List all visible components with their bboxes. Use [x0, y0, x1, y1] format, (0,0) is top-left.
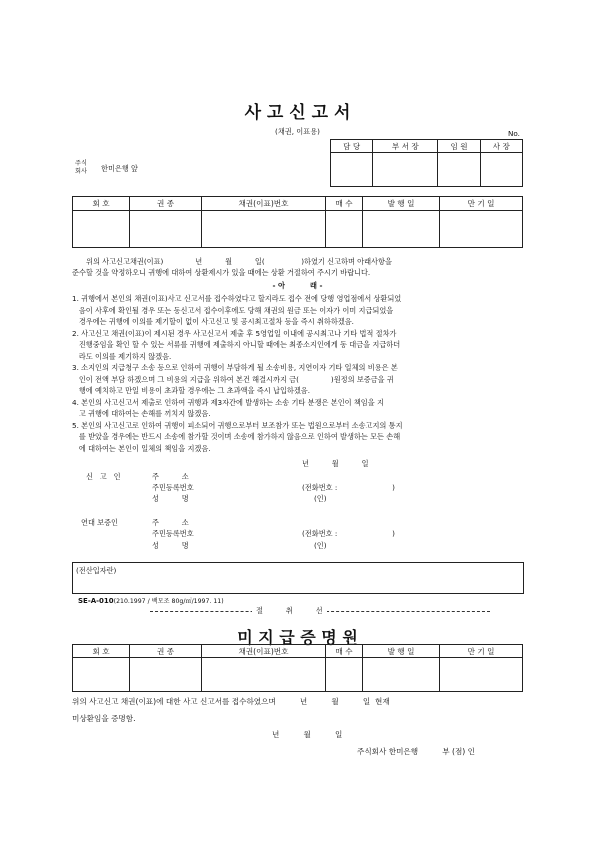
addressee-name: 한미은행 앞	[101, 164, 139, 173]
certificate-table-header: 매 수	[326, 645, 363, 658]
computer-input-label: (전산입자란)	[76, 566, 117, 575]
bond-cell[interactable]	[202, 211, 326, 248]
certificate-table-header: 회 호	[73, 645, 130, 658]
approval-header: 부 서 장	[373, 140, 438, 153]
intro-line-1: 위의 사고신고채권(이표) 년 월 일( )하였기 신고하며 아래사항을	[86, 257, 392, 266]
document-title: 사 고 신 고 서	[244, 103, 351, 123]
certificate-text-1: 위의 사고신고 채권(이표)에 대한 사고 신고서를 접수하였으며 년 월 일 현재	[72, 697, 390, 706]
certificate-cell[interactable]	[440, 658, 523, 692]
reporter-label: 신 고 인	[86, 472, 121, 481]
certificate-cell[interactable]	[202, 658, 326, 692]
form-number-label: No.	[508, 129, 520, 138]
bond-table-header: 채권(이표)번호	[202, 197, 326, 211]
reporter-seal: (인)	[314, 494, 327, 503]
bond-cell[interactable]	[326, 211, 363, 248]
approval-header: 임 원	[438, 140, 480, 153]
terms-list	[72, 293, 527, 454]
bond-table-header: 매 수	[326, 197, 363, 211]
certificate-cell[interactable]	[326, 658, 363, 692]
form-code	[78, 596, 224, 605]
term-line: 1. 귀행에서 본인의 채권(이표)사고 신고서를 접수하였다고 할지라도 접수 전에 당행 영업점에서 상환되었	[72, 294, 402, 303]
document-subtitle: (채권, 이표용)	[275, 127, 320, 136]
form-code-bold: SE-A-010	[78, 597, 114, 605]
term-line: 5. 본인의 사고신고로 인하여 귀행이 피소되어 귀행으로부터 보조참가 또는 법원으로부터 소송고지의 통지	[72, 420, 403, 430]
bond-table-header: 발 행 일	[363, 197, 440, 211]
bond-cell[interactable]	[440, 211, 523, 248]
report-date: 년 월 일	[302, 459, 369, 468]
certificate-table-header: 만 기 일	[440, 645, 523, 658]
certificate-issuer: 주식회사 한미은행 부 (점) 인	[357, 747, 475, 756]
guarantor-phone: (전화번호 : )	[302, 529, 395, 538]
reporter-id-label: 주민등록번호	[152, 483, 194, 492]
term-line: 4. 본인의 사고신고서 제출로 인하여 귀행과 제3자간에 발생하는 소송 기타 분쟁은 본인이 책임을 지	[72, 397, 384, 407]
certificate-table-header: 권 종	[130, 645, 202, 658]
bond-table-header: 권 종	[130, 197, 202, 211]
guarantor-id-label: 주민등록번호	[152, 529, 194, 538]
term-line: 고 귀행에 대하여는 손해를 끼치지 않겠음.	[72, 409, 211, 418]
approval-stamp-cell[interactable]	[331, 153, 373, 187]
bond-cell[interactable]	[130, 211, 202, 248]
guarantor-label: 연대 보증인	[81, 518, 119, 527]
term-line: 행에 예치하고 만일 비용이 초과할 경우에는 그 초과액을 즉시 납입하겠음.	[72, 386, 310, 395]
bond-cell[interactable]	[363, 211, 440, 248]
approval-stamp-cell[interactable]	[480, 153, 522, 187]
term-line: 진행중임을 확인 할 수 있는 서류를 귀행에 제출하지 아니할 때에는 최종소지인에게 동 대금을 지급하더	[72, 340, 401, 349]
bond-cell[interactable]	[73, 211, 130, 248]
term-line: 라도 이의를 제기하지 않겠음.	[72, 351, 172, 361]
approval-header: 사 장	[480, 140, 522, 153]
approval-stamp-cell[interactable]	[373, 153, 438, 187]
certificate-table	[72, 644, 523, 692]
term-line: 2. 사고신고 채권(이표)이 제시된 경우 사고신고서 제출 후 5영업일 이내에 공시최고나 기타 법적 절차가	[72, 328, 397, 338]
term-line: 3. 소지인의 지급청구 소송 등으로 인하여 귀행이 부담하게 될 소송비용, 지연이자 기타 일체의 비용은 본	[72, 363, 398, 372]
term-line: 를 받았을 경우에는 반드시 소송에 참가할 것이며 소송에 참가하지 않음으로 인하여 발생하는 모든 손해	[72, 432, 401, 441]
certificate-text-2: 미상환임을 증명함.	[72, 714, 136, 723]
certificate-table-header: 발 행 일	[363, 645, 440, 658]
guarantor-seal: (인)	[314, 541, 327, 550]
certificate-cell[interactable]	[73, 658, 130, 692]
certificate-cell[interactable]	[363, 658, 440, 692]
bond-table-header: 회 호	[73, 197, 130, 211]
guarantor-address-label: 주 소	[152, 518, 189, 527]
approval-stamp-cell[interactable]	[438, 153, 480, 187]
reporter-phone: (전화번호 : )	[302, 483, 395, 492]
section-title: - 아 래 -	[272, 281, 323, 290]
certificate-date: 년 월 일	[272, 730, 343, 739]
term-line: 인이 전액 부담 하겠으며 그 비용의 지급을 위하여 본건 해결시까지 금( )원정의 보증금을 귀	[72, 374, 394, 384]
certificate-title: 미 지 급 증 명 원	[237, 628, 358, 647]
term-line: 음이 사후에 확인될 경우 또는 동신고서 접수이후에도 당해 채권의 원금 또는 이자가 이미 지급되었을	[72, 305, 394, 315]
computer-input-box[interactable]	[72, 562, 524, 594]
bond-table	[72, 196, 523, 248]
reporter-address-label: 주 소	[152, 472, 189, 481]
intro-line-2: 준수할 것을 약정하오니 귀행에 대하여 상환제시가 있을 때에는 상환 거절하여 주시기 바랍니다.	[72, 268, 371, 277]
guarantor-name-label: 성 명	[152, 541, 189, 550]
cut-line-label: 절 취 선	[252, 605, 327, 617]
reporter-name-label: 성 명	[152, 494, 189, 503]
bond-table-header: 만 기 일	[440, 197, 523, 211]
addressee-corp: 주식 회사	[75, 160, 87, 175]
term-line: 경우에는 귀행에 이의를 제기할이 없이 사고신고 및 공시최고절차 등을 즉시 취하하겠음.	[72, 317, 354, 326]
approval-table	[330, 139, 523, 187]
approval-header: 담 당	[331, 140, 373, 153]
certificate-cell[interactable]	[130, 658, 202, 692]
certificate-table-header: 채권(이표)번호	[202, 645, 326, 658]
form-code-detail: (210.1997 / 백모조 80g/㎡/1997. 11)	[113, 598, 224, 605]
term-line: 에 대하여는 본인이 일체의 책임을 지겠음.	[72, 443, 211, 453]
